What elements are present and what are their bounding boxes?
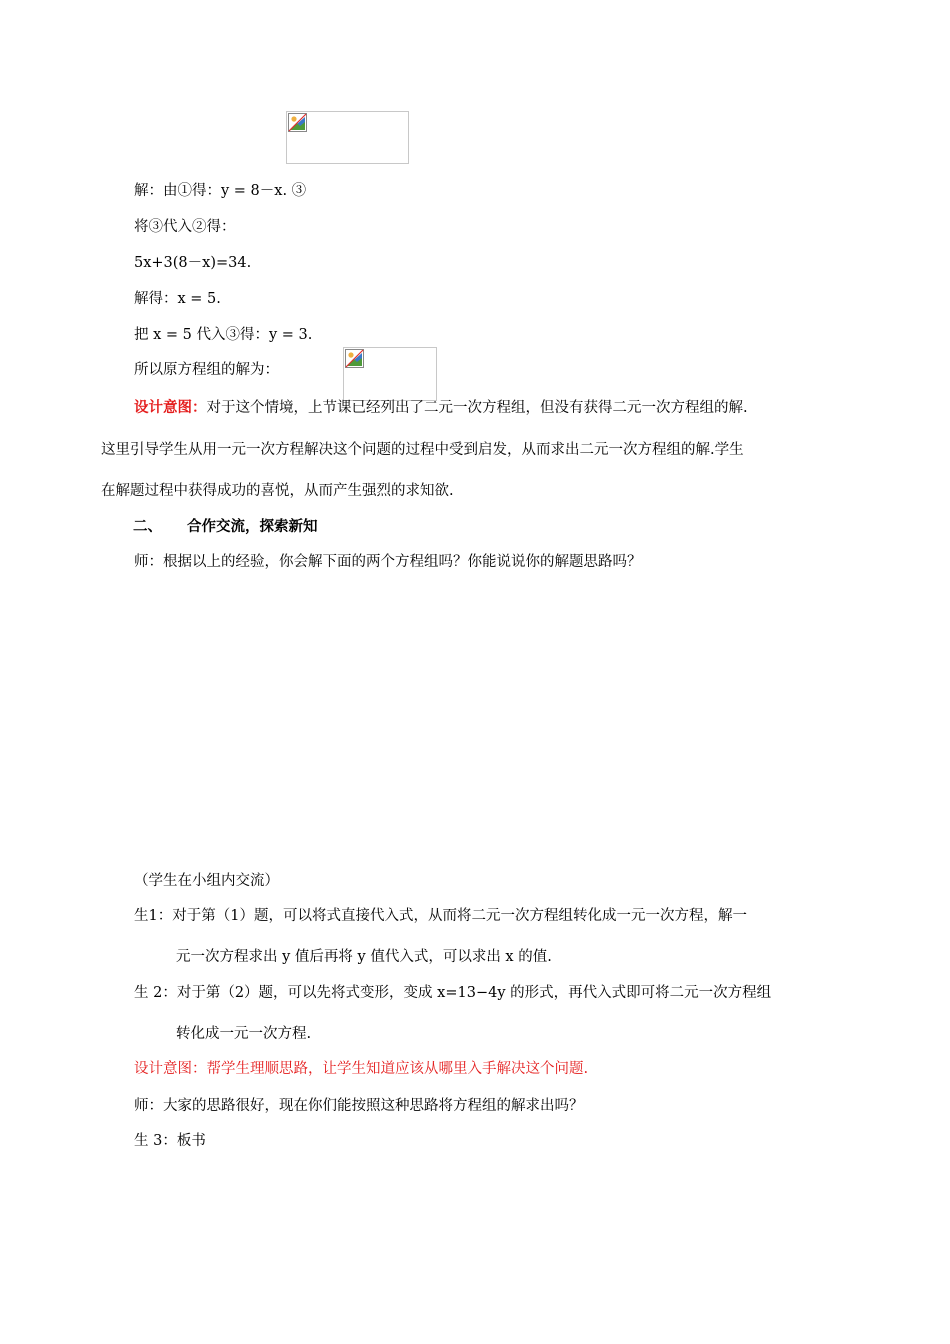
solution-line-3: 5x+3(8－x)=34. [134,255,252,271]
solution-line-2: 将③代入②得： [134,219,236,235]
teacher-question-1: 师：根据以上的经验，你会解下面的两个方程组吗？你能说说你的解题思路吗？ [134,554,642,570]
student-1-line-1: 生1：对于第（1）题，可以将式直接代入式，从而将二元一次方程组转化成一元一次方程，解一 [134,908,747,924]
design-intent-1-line-2: 这里引导学生从用一元一次方程解决这个问题的过程中受到启发，从而求出二元一次方程组的解.学生 [101,442,744,458]
teacher-question-2: 师：大家的思路很好，现在你们能按照这种思路将方程组的解求出吗？ [134,1098,584,1114]
student-2-line-1: 生 2：对于第（2）题，可以先将式变形，变成 x=13−4y 的形式，再代入式即可将二元一次方程组 [134,985,772,1001]
design-intent-1-line-3: 在解题过程中获得成功的喜悦，从而产生强烈的求知欲. [101,483,454,499]
student-2-line-2: 转化成一元一次方程. [176,1026,312,1042]
solution-line-6: 所以原方程组的解为： [134,362,279,378]
group-discussion-note: （学生在小组内交流） [134,873,279,889]
solution-line-1: 解：由①得：y = 8－x. ③ [134,183,307,199]
solution-line-5: 把 x = 5 代入③得：y = 3. [134,327,313,343]
broken-image-placeholder [286,111,409,164]
broken-image-icon [345,349,364,368]
broken-image-icon [288,113,307,132]
section-title: 合作交流，探索新知 [187,518,318,535]
solution-line-4: 解得：x = 5. [134,291,221,307]
student-3: 生 3：板书 [134,1133,206,1149]
design-intent-label: 设计意图： [134,399,207,416]
section-number: 二、 [133,518,162,535]
design-intent-2: 设计意图：帮学生理顺思路，让学生知道应该从哪里入手解决这个问题. [134,1061,589,1077]
design-intent-text: 对于这个情境，上节课已经列出了二元一次方程组，但没有获得二元一次方程组的解. [206,400,748,416]
design-intent-1-line-1 [134,398,748,418]
broken-image-placeholder [343,347,437,401]
student-1-line-2: 元一次方程求出 y 值后再将 y 值代入式，可以求出 x 的值. [176,949,552,965]
